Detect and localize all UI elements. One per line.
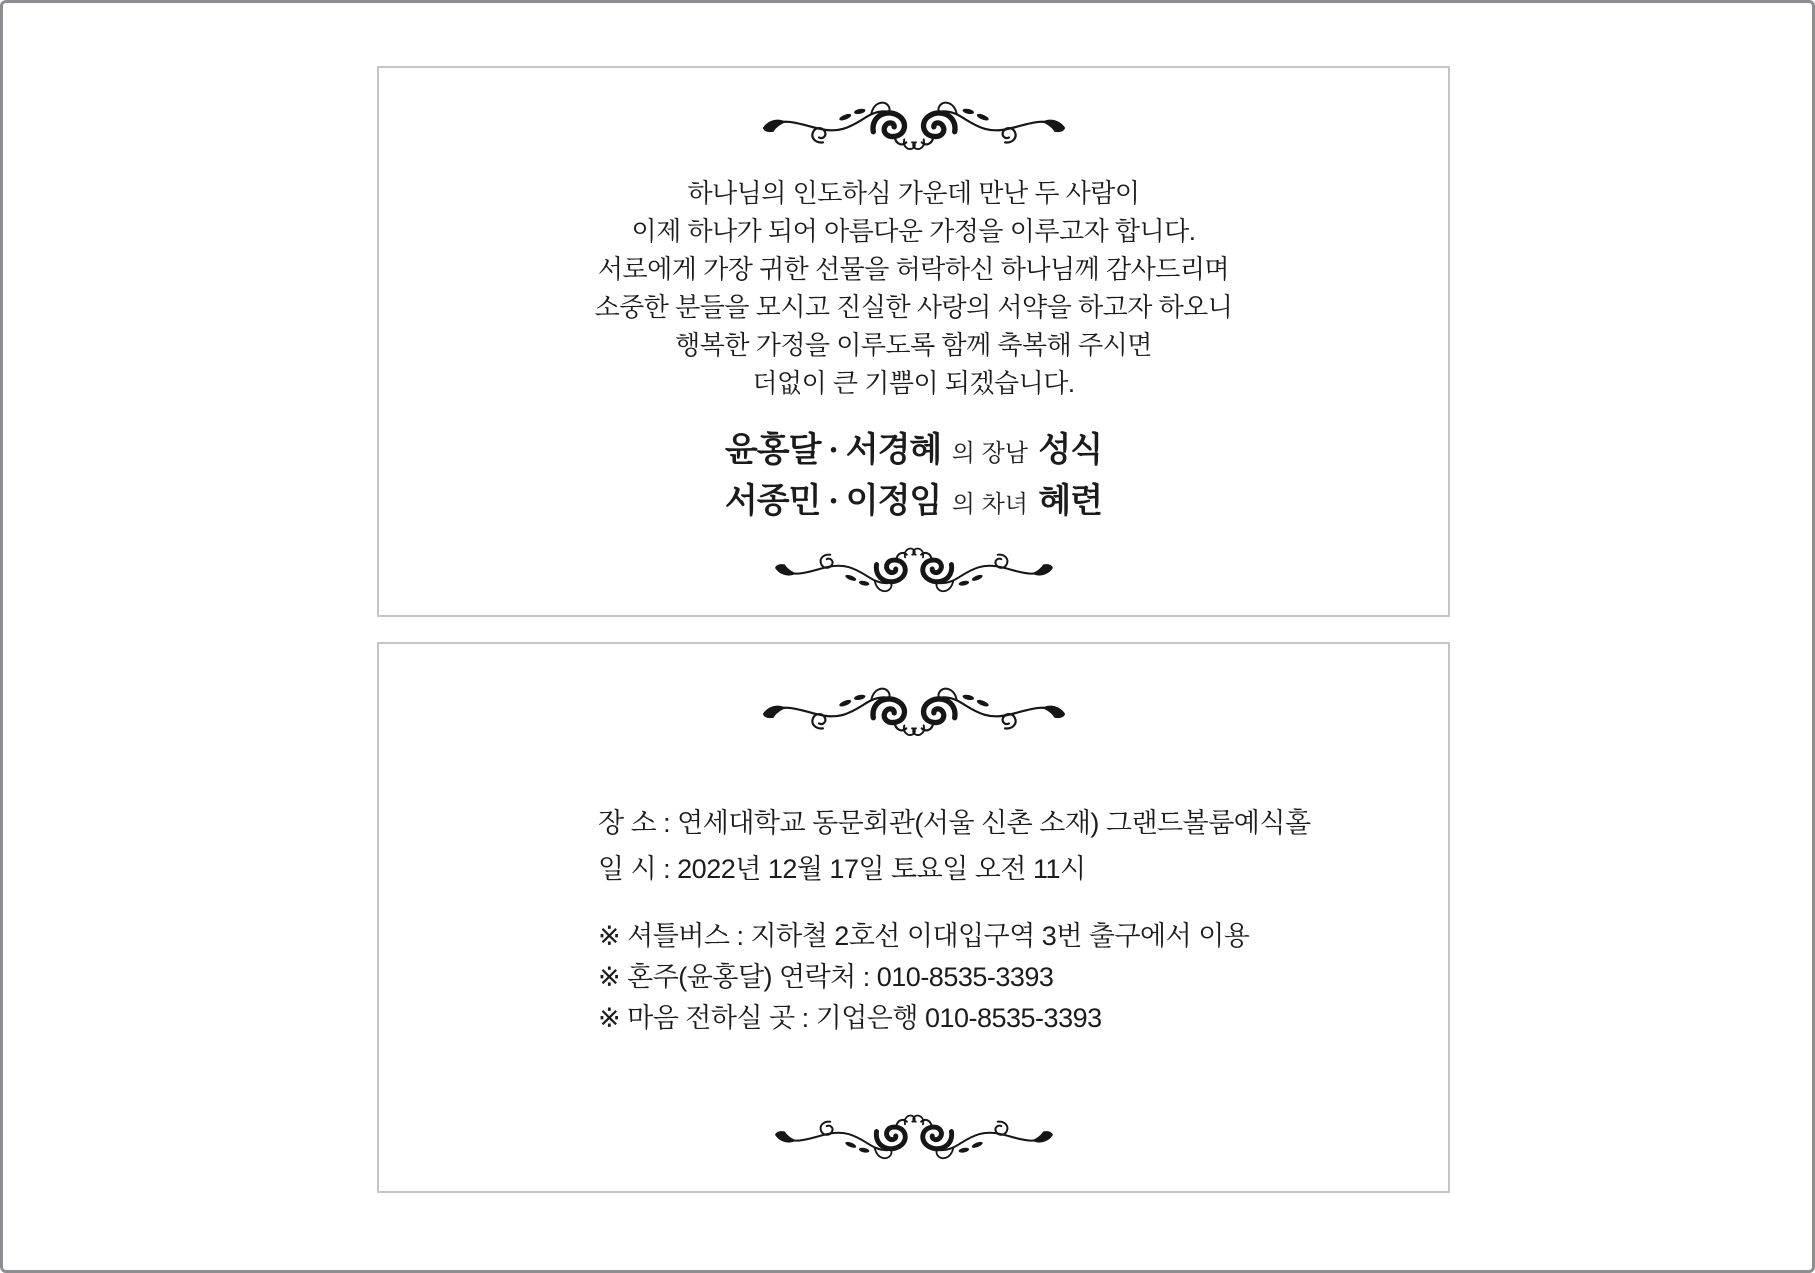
event-details-block	[598, 800, 1311, 1039]
groom-family-line	[725, 428, 1102, 479]
bride-family-line	[725, 479, 1102, 530]
family-names-block	[725, 428, 1102, 530]
bride-relation-label: 의 차녀	[951, 491, 1028, 518]
invitation-details-card	[377, 642, 1450, 1193]
groom-parents-names: 윤홍달 · 서경혜	[724, 432, 942, 469]
floral-flourish-top-icon	[759, 92, 1069, 154]
bride-parents-names: 서종민 · 이정임	[724, 483, 942, 520]
greeting-line: 이제 하나가 되어 아름다운 가정을 이루고자 합니다.	[631, 216, 1196, 246]
datetime-line: 일 시 : 2022년 12월 17일 토요일 오전 11시	[598, 854, 1086, 884]
groom-relation-label: 의 장남	[951, 440, 1028, 467]
greeting-text	[595, 174, 1233, 402]
greeting-line: 하나님의 인도하심 가운데 만난 두 사람이	[687, 178, 1140, 208]
greeting-line: 행복한 가정을 이루도록 함께 축복해 주시면	[675, 330, 1152, 360]
host-contact-note: ※ 혼주(윤홍달) 연락처 : 010-8535-3393	[598, 962, 1054, 992]
greeting-line: 서로에게 가장 귀한 선물을 허락하신 하나님께 감사드리며	[597, 254, 1230, 284]
bride-name: 혜련	[1038, 483, 1103, 520]
greeting-line: 소중한 분들을 모시고 진실한 사랑의 서약을 하고자 하오니	[594, 292, 1233, 322]
floral-flourish-bottom-icon	[766, 1111, 1062, 1168]
floral-flourish-top-icon	[759, 678, 1069, 740]
venue-line: 장 소 : 연세대학교 동문회관(서울 신촌 소재) 그랜드볼룸예식홀	[598, 808, 1311, 838]
invitation-message-card	[377, 66, 1450, 617]
shuttle-bus-note: ※ 셔틀버스 : 지하철 2호선 이대입구역 3번 출구에서 이용	[598, 921, 1250, 951]
floral-flourish-bottom-icon	[766, 544, 1062, 601]
groom-name: 성식	[1038, 432, 1103, 469]
gift-account-note: ※ 마음 전하실 곳 : 기업은행 010-8535-3393	[598, 1003, 1102, 1033]
greeting-line: 더없이 큰 기쁨이 되겠습니다.	[752, 368, 1075, 398]
notes-block	[598, 916, 1311, 1039]
